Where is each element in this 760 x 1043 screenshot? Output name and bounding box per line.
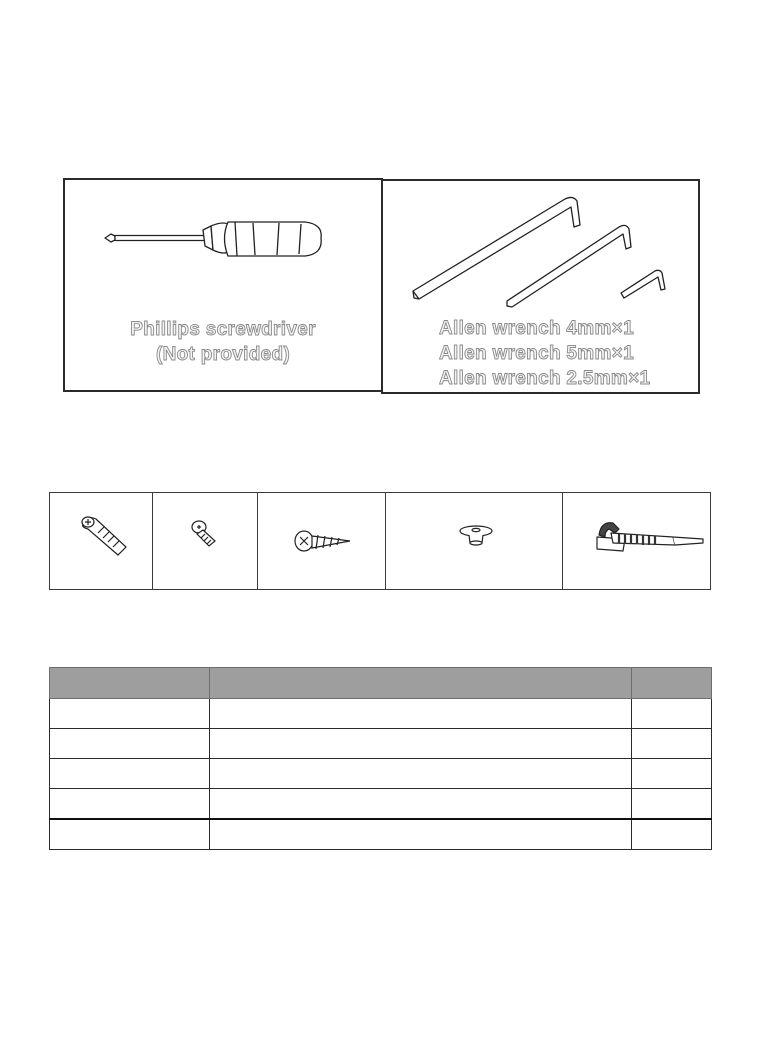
screwdriver-panel xyxy=(63,178,383,392)
table-cell xyxy=(632,759,712,789)
long-socket-bolt-icon xyxy=(50,493,153,591)
table-cell xyxy=(50,729,210,759)
table-cell xyxy=(50,759,210,789)
table-cell xyxy=(50,789,210,820)
allen-wrench-2-5mm-icon xyxy=(621,270,665,298)
table-cell xyxy=(632,789,712,820)
table-cell xyxy=(50,699,210,729)
part-cell-wood-screw xyxy=(258,493,386,589)
allen-wrench-set-icon xyxy=(383,181,702,311)
table-cell xyxy=(210,699,632,729)
table-row xyxy=(50,819,712,850)
table-cell xyxy=(210,789,632,820)
allen-wrench-5mm-icon xyxy=(507,225,631,307)
parts-table xyxy=(49,667,712,850)
table-cell xyxy=(632,729,712,759)
cable-tie-icon xyxy=(563,493,710,591)
screwdriver-label xyxy=(65,317,381,367)
short-socket-bolt-icon xyxy=(153,493,259,591)
table-row xyxy=(50,699,712,729)
table-cell xyxy=(210,759,632,789)
flat-washer-icon xyxy=(386,493,564,591)
table-row xyxy=(50,759,712,789)
table-cell xyxy=(210,729,632,759)
phillips-screwdriver-icon xyxy=(65,180,385,290)
hardware-parts-strip xyxy=(49,492,711,590)
allen-wrench-label-2-5mm: Allen wrench 2.5mm×1 xyxy=(439,368,651,389)
allen-wrench-panel xyxy=(381,179,700,394)
phillips-wood-screw-icon xyxy=(258,493,386,591)
part-cell-short-bolt xyxy=(153,493,259,589)
part-cell-cable-tie xyxy=(563,493,710,589)
table-header-row xyxy=(50,668,712,699)
table-cell xyxy=(632,699,712,729)
table-cell xyxy=(210,819,632,850)
table-header-cell xyxy=(210,668,632,699)
screwdriver-label-line2: (Not provided) xyxy=(155,344,291,365)
table-cell xyxy=(50,819,210,850)
table-cell xyxy=(632,819,712,850)
table-header-cell xyxy=(50,668,210,699)
allen-wrench-labels xyxy=(439,316,698,391)
part-cell-long-bolt xyxy=(50,493,153,589)
allen-wrench-4mm-icon xyxy=(413,197,580,299)
table-row xyxy=(50,789,712,820)
allen-wrench-label-4mm: Allen wrench 4mm×1 xyxy=(439,318,634,339)
table-header-cell xyxy=(632,668,712,699)
part-cell-washer xyxy=(386,493,563,589)
screwdriver-label-line1: Phillips screwdriver xyxy=(130,319,316,340)
allen-wrench-label-5mm: Allen wrench 5mm×1 xyxy=(439,343,634,364)
table-row xyxy=(50,729,712,759)
